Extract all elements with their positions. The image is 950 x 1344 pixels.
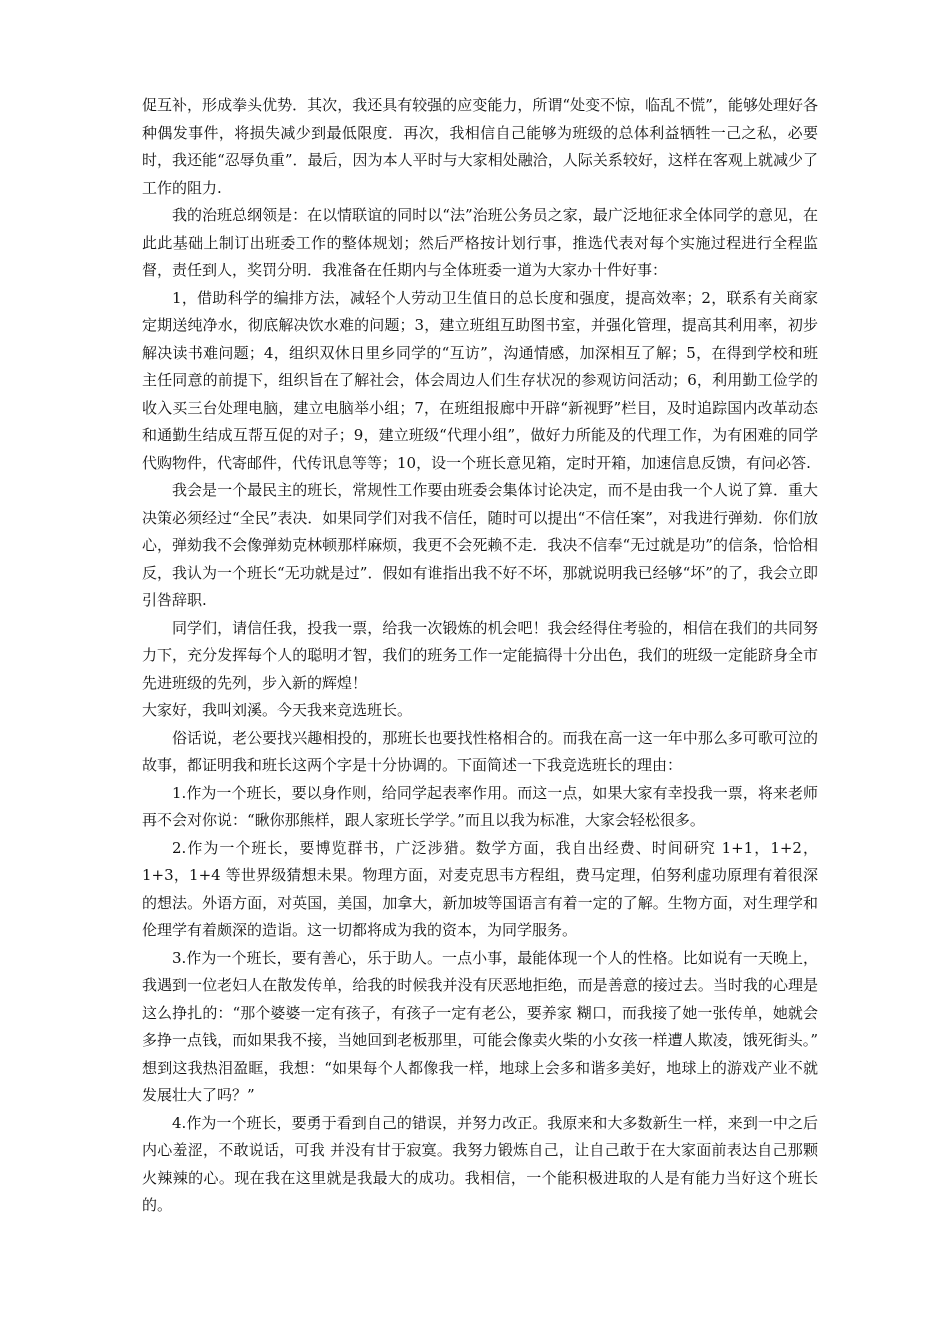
- paragraph: 我会是一个最民主的班长，常规性工作要由班委会集体讨论决定，而不是由我一个人说了算．重大决策必须经过“全民”表决．如果同学们对我不信任，随时可以提出“不信任案”，对我进行弹劾．你们放心，弹劾我不会像弹劾克林顿那样麻烦，我更不会死赖不走．我决不信奉“无过就是功”的信条，恰恰相反，我认为一个班长“无功就是过”．假如有谁指出我不好不坏，那就说明我已经够“坏”的了，我会立即引咎辞职.: [142, 481, 818, 609]
- document-body: [142, 92, 818, 1220]
- paragraph: 大家好，我叫刘溪。今天我来竞选班长。: [142, 701, 413, 719]
- paragraph: 1.作为一个班长，要以身作则，给同学起表率作用。而这一点，如果大家有幸投我一票，将来老师再不会对你说：“瞅你那熊样，跟人家班长学学。”而且以我为标准，大家会轻松很多。: [142, 783, 818, 829]
- paragraph: 2.作为一个班长，要博览群书，广泛涉猎。数学方面，我自出经费、时间研究 1+1，1+2，1+3，1+4 等世界级猜想未果。物理方面，对麦克思韦方程组，费马定理，伯努利虚功原理有着很深的想法。外语方面，对英国，美国，加拿大，新加坡等国语言有着一定的了解。生物方面，对生理学和伦理学有着颇深的造诣。这一切都将成为我的资本，为同学服务。: [142, 838, 818, 939]
- paragraph: 4.作为一个班长，要勇于看到自己的错误，并努力改正。我原来和大多数新生一样，来到一中之后内心羞涩，不敢说话，可我 并没有甘于寂寞。我努力锻炼自己，让自己敢于在大家面前表达自己那颗火辣辣的心。现在我在这里就是我最大的成功。我相信，一个能积极进取的人是有能力当好这个班长的。: [142, 1113, 818, 1214]
- paragraph: 3.作为一个班长，要有善心，乐于助人。一点小事，最能体现一个人的性格。比如说有一天晚上，我遇到一位老妇人在散发传单，给我的时候我并没有厌恶地拒绝，而是善意的接过去。当时我的心理是这么挣扎的：“那个婆婆一定有孩子，有孩子一定有老公，要养家 糊口，而我接了她一张传单，她就会多挣一点钱，而如果我不接，当她回到老板那里，可能会像卖火柴的小女孩一样遭人欺凌，饿死街头。” 想到这我热泪盈眶，我想：“如果每个人都像我一样，地球上会多和谐多美好，地球上的游戏产业不就发展壮大了吗？”: [142, 948, 818, 1104]
- paragraph: 1，借助科学的编排方法，减轻个人劳动卫生值日的总长度和强度，提高效率；2，联系有关商家定期送纯净水，彻底解决饮水难的问题；3，建立班组互助图书室，并强化管理，提高其利用率，初步解决读书难问题；4，组织双休日里乡同学的“互访”，沟通情感，加深相互了解；5，在得到学校和班主任同意的前提下，组织旨在了解社会，体会周边人们生存状况的参观访问活动；6，利用勤工俭学的收入买三台处理电脑，建立电脑举小组；7，在班组报廊中开辟“新视野”栏目，及时追踪国内改革动态和通勤生结成互帮互促的对子；9，建立班级“代理小组”，做好力所能及的代理工作，为有困难的同学代购物件，代寄邮件，代传讯息等等；10，设一个班长意见箱，定时开箱，加速信息反馈，有问必答.: [142, 288, 818, 472]
- paragraph: 促互补，形成拳头优势．其次，我还具有较强的应变能力，所谓“处变不惊，临乱不慌”，能够处理好各种偶发事件，将损失减少到最低限度．再次，我相信自己能够为班级的总体利益牺牲一己之私，必要时，我还能“忍辱负重”．最后，因为本人平时与大家相处融洽，人际关系较好，这样在客观上就减少了工作的阻力.: [142, 96, 818, 197]
- paragraph: 同学们，请信任我，投我一票，给我一次锻炼的机会吧！我会经得住考验的，相信在我们的共同努力下，充分发挥每个人的聪明才智，我们的班务工作一定能搞得十分出色，我们的班级一定能跻身全市先进班级的先列，步入新的辉煌！: [142, 618, 818, 692]
- paragraph: 俗话说，老公要找兴趣相投的，那班长也要找性格相合的。而我在高一这一年中那么多可歌可泣的故事，都证明我和班长这两个字是十分协调的。下面简述一下我竞选班长的理由：: [142, 728, 818, 774]
- paragraph: 我的治班总纲领是：在以情联谊的同时以“法”治班公务员之家，最广泛地征求全体同学的意见，在此此基础上制订出班委工作的整体规划；然后严格按计划行事，推选代表对每个实施过程进行全程监督，责任到人，奖罚分明．我准备在任期内与全体班委一道为大家办十件好事：: [142, 206, 818, 279]
